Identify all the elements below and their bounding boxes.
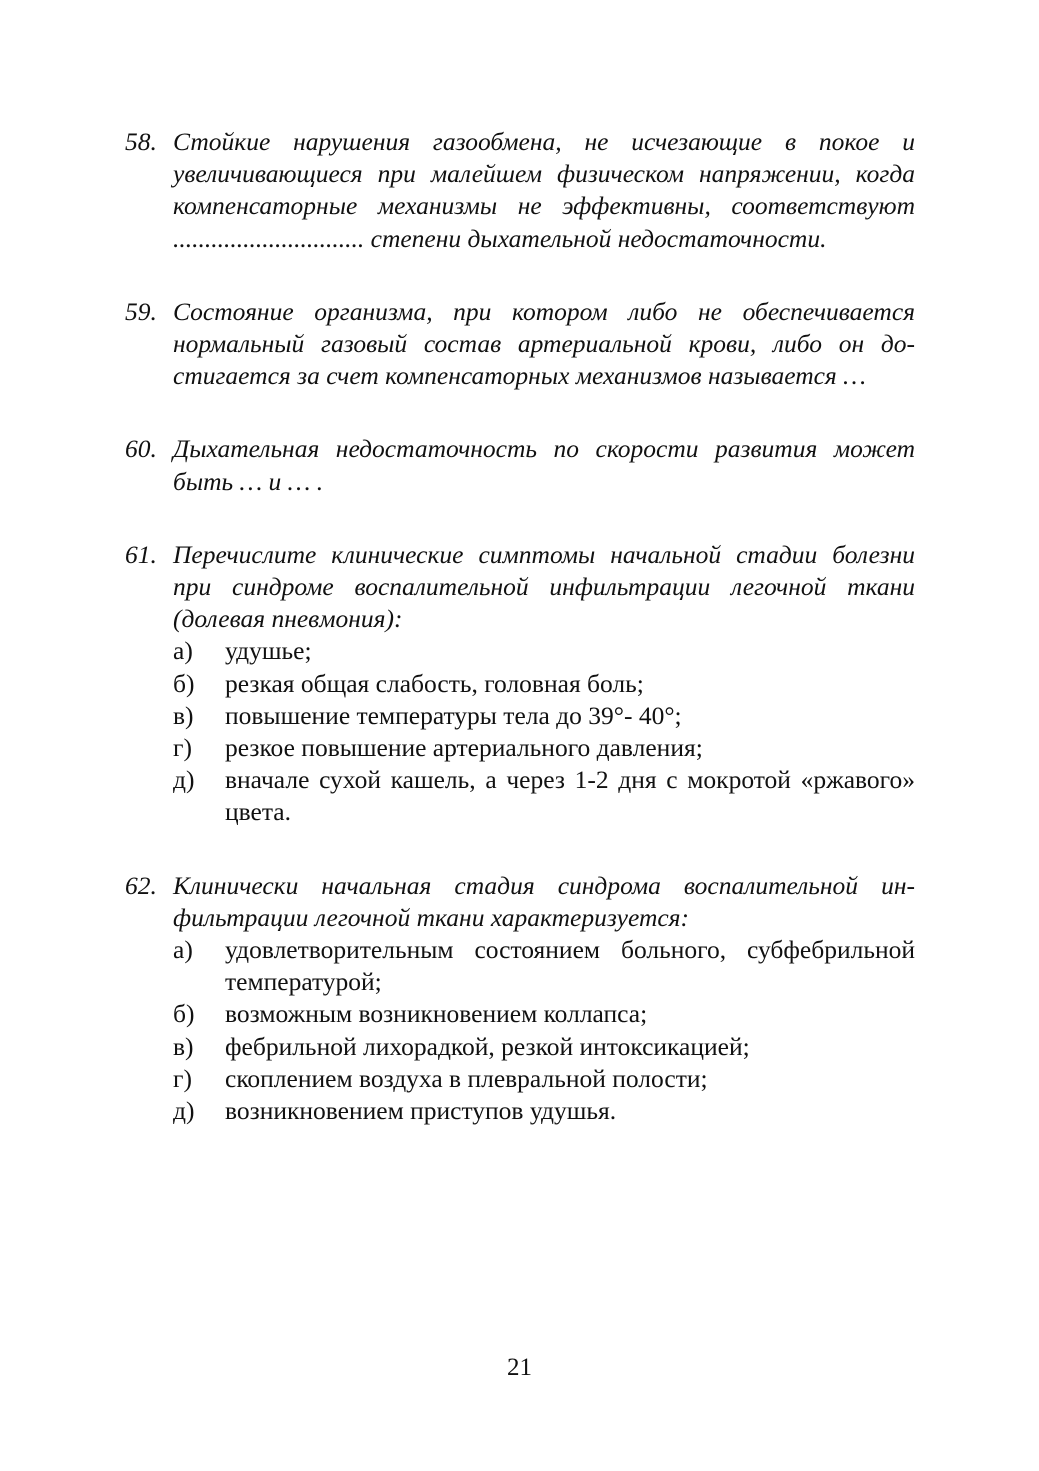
answer-letter: г)	[173, 733, 192, 763]
answer-option	[173, 668, 915, 700]
answer-text: резкое повышение артериального давления;	[225, 733, 703, 763]
answer-letter: б)	[173, 999, 195, 1029]
answer-text: удушье;	[225, 636, 312, 666]
question-59	[125, 296, 915, 393]
answer-option	[173, 934, 915, 998]
answer-option	[173, 635, 915, 667]
answer-letter: д)	[173, 765, 195, 795]
question-number: 59.	[125, 296, 157, 326]
question-number: 61.	[125, 539, 157, 569]
answer-text: фебрильной лихорадкой, резкой интоксикацией;	[225, 1031, 750, 1061]
question-number: 58.	[125, 127, 157, 156]
answer-letter: а)	[173, 636, 193, 666]
page-number: 21	[507, 1354, 532, 1381]
answer-option	[173, 700, 915, 732]
answer-letter: г)	[173, 1063, 192, 1093]
answer-text: скоплением воздуха в плевральной полости;	[225, 1063, 708, 1093]
question-61	[125, 539, 915, 636]
answer-list-61	[173, 635, 915, 828]
answer-option	[173, 764, 915, 828]
answer-text: возможным возникновением коллапса;	[225, 999, 648, 1029]
page-content	[125, 126, 915, 1153]
question-58	[125, 126, 915, 255]
answer-letter: в)	[173, 1031, 194, 1061]
answer-letter: а)	[173, 935, 193, 965]
question-text: Клинически начальная стадия синдрома воспалительной инфильтрации легочной ткани характеризуется:	[173, 870, 915, 932]
answer-option	[173, 1063, 915, 1095]
question-text: Стойкие нарушения газообмена, не исчезающие в покое и увеличивающиеся при малейшем физическом напряжении, когда компенсаторные механизмы не эффективны, соответствуют .............................. степени дыхательной недостаточности.	[173, 127, 915, 253]
answer-letter: в)	[173, 700, 194, 730]
answer-text: резкая общая слабость, головная боль;	[225, 668, 644, 698]
question-number: 62.	[125, 870, 157, 900]
answer-text: повышение температуры тела до 39°- 40°;	[225, 700, 682, 730]
answer-option	[173, 732, 915, 764]
question-60	[125, 433, 915, 497]
answer-text: вначале сухой кашель, а через 1-2 дня с мокротой «ржавого» цвета.	[225, 765, 915, 827]
question-text: Дыхательная недостаточность по скорости развития может быть … и … .	[173, 434, 915, 496]
answer-option	[173, 1095, 915, 1127]
answer-letter: д)	[173, 1096, 195, 1126]
question-number: 60.	[125, 434, 157, 464]
question-62	[125, 870, 915, 934]
answer-text: возникновением приступов удушья.	[225, 1096, 617, 1126]
answer-option	[173, 998, 915, 1030]
answer-text: удовлетворительным состоянием больного, субфебрильной температурой;	[225, 935, 915, 997]
question-text: Состояние организма, при котором либо не обеспечивается нормальный газовый состав артериальной крови, либо он достигается за счет компенсаторных механизмов называется …	[173, 296, 915, 391]
question-text: Перечислите клинические симптомы начальной стадии болезни при синдроме воспалительной инфильтрации легочной ткани (долевая пневмония):	[173, 539, 915, 634]
answer-letter: б)	[173, 668, 195, 698]
answer-option	[173, 1031, 915, 1063]
answer-list-62	[173, 934, 915, 1127]
